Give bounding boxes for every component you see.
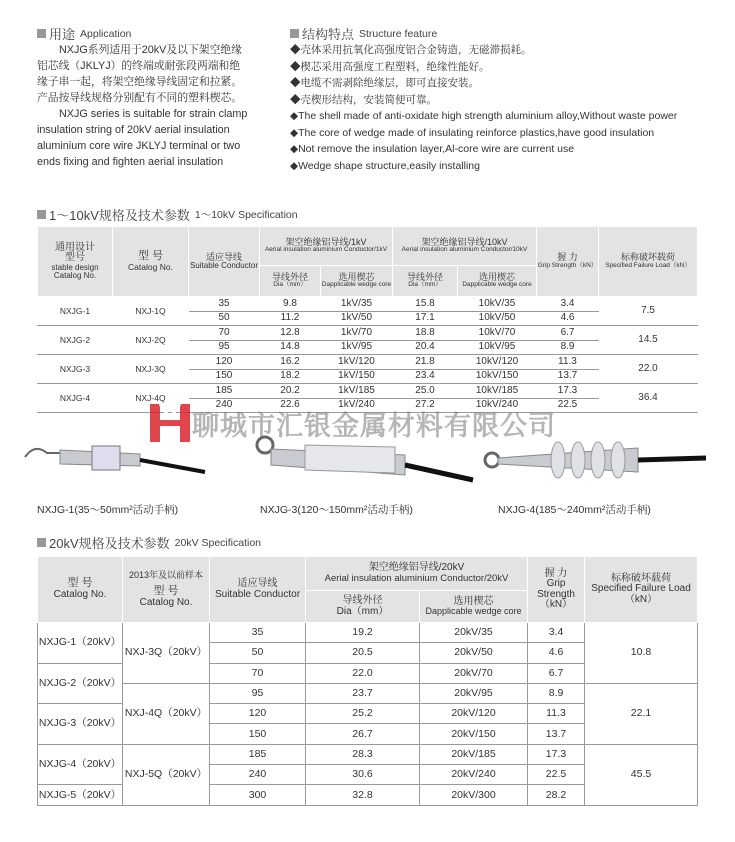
value-cell: 240 bbox=[210, 765, 306, 785]
value-cell: 18.8 bbox=[393, 326, 458, 341]
structure-heading bbox=[290, 24, 437, 43]
load-cell: 7.5 bbox=[599, 297, 698, 326]
application-line: insulation string of 20kV aerial insulation bbox=[37, 124, 230, 136]
catalog-cell: NXJ-1Q bbox=[113, 297, 189, 326]
value-cell: 25.2 bbox=[306, 704, 420, 724]
value-cell: 95 bbox=[210, 683, 306, 703]
design-cell: NXJG-4 bbox=[38, 384, 113, 413]
value-cell: 10kV/95 bbox=[458, 340, 537, 355]
header-design: 通用设计 型号 stable design Catalog No. bbox=[38, 227, 113, 297]
feature-item: ◆The shell made of anti-oxidate high strength aluminium alloy,Without waste power bbox=[290, 110, 678, 122]
value-cell: 13.7 bbox=[528, 724, 585, 744]
value-cell: 22.5 bbox=[528, 765, 585, 785]
value-cell: 16.2 bbox=[260, 355, 321, 370]
value-cell: 10kV/50 bbox=[458, 311, 537, 326]
header-core: 选用楔芯 Dapplicable wedge core bbox=[420, 591, 528, 623]
table-row bbox=[38, 297, 698, 312]
value-cell: 20.4 bbox=[393, 340, 458, 355]
value-cell: 185 bbox=[210, 744, 306, 764]
product-caption: NXJG-1(35～50mm²活动手柄) bbox=[37, 504, 179, 516]
spec1-heading bbox=[37, 205, 298, 224]
value-cell: 120 bbox=[189, 355, 260, 370]
product-caption: NXJG-4(185～240mm²活动手柄) bbox=[498, 504, 651, 516]
header-conductor: 适应导线 Suitable Conductor bbox=[210, 557, 306, 623]
feature-item: ◆电缆不需剥除绝缘层，即可直接安装。 bbox=[290, 77, 479, 89]
catalog-cell: NXJG-5（20kV） bbox=[38, 785, 123, 805]
header-load: 标称破坏载荷 Specified Failure Load（kN） bbox=[585, 557, 698, 623]
header-load: 标称破坏载荷 Specified Failure Load（kN） bbox=[599, 227, 698, 297]
value-cell: 18.2 bbox=[260, 369, 321, 384]
product-image-nxjg-1 bbox=[20, 432, 210, 482]
value-cell: 3.4 bbox=[528, 623, 585, 643]
feature-item: ◆壳楔形结构，安装简便可靠。 bbox=[290, 93, 437, 106]
table-row bbox=[38, 623, 698, 643]
value-cell: 300 bbox=[210, 785, 306, 805]
header-dia: 导线外径 Dia（mm） bbox=[306, 591, 420, 623]
value-cell: 25.0 bbox=[393, 384, 458, 399]
header-catalog: 型 号 Catalog No. bbox=[113, 227, 189, 297]
value-cell: 10kV/120 bbox=[458, 355, 537, 370]
value-cell: 20kV/35 bbox=[420, 623, 528, 643]
header-core-10kv: 选用楔芯 Dapplicable wedge core bbox=[458, 266, 537, 297]
product-image-nxjg-4 bbox=[478, 430, 708, 490]
value-cell: 20kV/70 bbox=[420, 663, 528, 683]
feature-item: ◆The core of wedge made of insulating reinforce plastics,have good insulation bbox=[290, 126, 655, 139]
application-line: 铝芯线（JKLYJ）的终端或耐张段两端和绝 bbox=[37, 60, 241, 72]
catalog-cell: NXJ-2Q bbox=[113, 326, 189, 355]
design-cell: NXJG-2 bbox=[38, 326, 113, 355]
load-cell: 22.1 bbox=[585, 683, 698, 744]
value-cell: 11.3 bbox=[537, 355, 599, 370]
value-cell: 22.0 bbox=[306, 663, 420, 683]
header-grip: 握 力 Grip Strength（kN） bbox=[537, 227, 599, 297]
value-cell: 4.6 bbox=[537, 311, 599, 326]
catalog-cell: NXJG-2（20kV） bbox=[38, 663, 123, 704]
feature-item: ◆Not remove the insulation layer,Al-core wire are current use bbox=[290, 143, 575, 155]
value-cell: 1kV/120 bbox=[321, 355, 393, 370]
value-cell: 50 bbox=[189, 311, 260, 326]
header-dia-1kv: 导线外径 Dia（mm） bbox=[260, 266, 321, 297]
value-cell: 22.5 bbox=[537, 398, 599, 413]
header-old-catalog: 2013年及以前样本 型 号 Catalog No. bbox=[123, 557, 210, 623]
value-cell: 70 bbox=[189, 326, 260, 341]
value-cell: 15.8 bbox=[393, 297, 458, 312]
load-cell: 22.0 bbox=[599, 355, 698, 384]
value-cell: 20.5 bbox=[306, 643, 420, 663]
heading-en: 20kV Specification bbox=[174, 536, 262, 549]
old-catalog-cell: NXJ-4Q（20kV） bbox=[123, 683, 210, 744]
value-cell: 17.3 bbox=[537, 384, 599, 399]
load-cell: 36.4 bbox=[599, 384, 698, 413]
watermark-text: 聊城市汇银金属材料有限公司 bbox=[192, 410, 556, 441]
value-cell: 8.9 bbox=[528, 683, 585, 703]
catalog-cell: NXJ-4Q bbox=[113, 384, 189, 413]
application-line: 产品按导线规格分别配有不同的塑料楔芯。 bbox=[37, 92, 243, 104]
application-text bbox=[37, 42, 287, 170]
table-row bbox=[38, 355, 698, 370]
load-cell: 10.8 bbox=[585, 623, 698, 684]
value-cell: 22.6 bbox=[260, 398, 321, 413]
value-cell: 1kV/70 bbox=[321, 326, 393, 341]
value-cell: 20kV/150 bbox=[420, 724, 528, 744]
application-line: aluminium core wire JKLYJ terminal or two bbox=[37, 140, 241, 152]
value-cell: 32.8 bbox=[306, 785, 420, 805]
feature-item: ◆楔芯采用高强度工程塑料，绝缘性能好。 bbox=[290, 60, 490, 73]
value-cell: 70 bbox=[210, 663, 306, 683]
value-cell: 185 bbox=[189, 384, 260, 399]
value-cell: 12.8 bbox=[260, 326, 321, 341]
feature-item: ◆壳体采用抗氧化高强度铝合金铸造，无磁滞损耗。 bbox=[290, 44, 532, 56]
value-cell: 19.2 bbox=[306, 623, 420, 643]
structure-features bbox=[290, 42, 730, 174]
value-cell: 20kV/185 bbox=[420, 744, 528, 764]
value-cell: 1kV/35 bbox=[321, 297, 393, 312]
value-cell: 20kV/50 bbox=[420, 643, 528, 663]
value-cell: 4.6 bbox=[528, 643, 585, 663]
old-catalog-cell: NXJ-3Q（20kV） bbox=[123, 623, 210, 684]
value-cell: 1kV/50 bbox=[321, 311, 393, 326]
header-10kv: 架空绝缘铝导线/10kV Aerial insulation aluminium Conductor/10kV bbox=[393, 227, 537, 266]
value-cell: 6.7 bbox=[537, 326, 599, 341]
value-cell: 9.8 bbox=[260, 297, 321, 312]
value-cell: 10kV/35 bbox=[458, 297, 537, 312]
value-cell: 11.2 bbox=[260, 311, 321, 326]
value-cell: 20kV/300 bbox=[420, 785, 528, 805]
spec2-table bbox=[37, 556, 698, 806]
catalog-cell: NXJ-3Q bbox=[113, 355, 189, 384]
value-cell: 1kV/240 bbox=[321, 398, 393, 413]
value-cell: 120 bbox=[210, 704, 306, 724]
value-cell: 10kV/185 bbox=[458, 384, 537, 399]
heading-cn: 结构特点 bbox=[302, 27, 355, 42]
value-cell: 1kV/150 bbox=[321, 369, 393, 384]
heading-en: Application bbox=[80, 27, 132, 40]
value-cell: 17.1 bbox=[393, 311, 458, 326]
spec2-heading bbox=[37, 533, 261, 552]
header-grip: 握 力 Grip Strength（kN） bbox=[528, 557, 585, 623]
value-cell: 30.6 bbox=[306, 765, 420, 785]
spec1-table bbox=[37, 226, 698, 413]
catalog-cell: NXJG-1（20kV） bbox=[38, 623, 123, 664]
value-cell: 10kV/240 bbox=[458, 398, 537, 413]
feature-item: ◆Wedge shape structure,easily installing bbox=[290, 159, 480, 172]
value-cell: 95 bbox=[189, 340, 260, 355]
value-cell: 21.8 bbox=[393, 355, 458, 370]
catalog-cell: NXJG-4（20kV） bbox=[38, 744, 123, 785]
application-line: ends fixing and fighten aerial insulation bbox=[37, 156, 224, 168]
value-cell: 28.2 bbox=[528, 785, 585, 805]
application-line: NXJG series is suitable for strain clamp bbox=[59, 108, 248, 120]
table-row bbox=[38, 744, 698, 764]
value-cell: 6.7 bbox=[528, 663, 585, 683]
header-core-1kv: 选用楔芯 Dapplicable wedge core bbox=[321, 266, 393, 297]
value-cell: 10kV/150 bbox=[458, 369, 537, 384]
table-row bbox=[38, 384, 698, 399]
value-cell: 26.7 bbox=[306, 724, 420, 744]
heading-en: Structure feature bbox=[359, 27, 438, 40]
value-cell: 1kV/95 bbox=[321, 340, 393, 355]
application-line: NXJG系列适用于20kV及以下架空绝缘 bbox=[59, 44, 242, 56]
value-cell: 10kV/70 bbox=[458, 326, 537, 341]
table-row bbox=[38, 326, 698, 341]
design-cell: NXJG-3 bbox=[38, 355, 113, 384]
value-cell: 14.8 bbox=[260, 340, 321, 355]
old-catalog-cell: NXJ-5Q（20kV） bbox=[123, 744, 210, 805]
value-cell: 11.3 bbox=[528, 704, 585, 724]
value-cell: 1kV/185 bbox=[321, 384, 393, 399]
load-cell: 45.5 bbox=[585, 744, 698, 805]
header-catalog: 型 号 Catalog No. bbox=[38, 557, 123, 623]
value-cell: 240 bbox=[189, 398, 260, 413]
value-cell: 20.2 bbox=[260, 384, 321, 399]
value-cell: 27.2 bbox=[393, 398, 458, 413]
catalog-cell: NXJG-3（20kV） bbox=[38, 704, 123, 745]
value-cell: 23.7 bbox=[306, 683, 420, 703]
value-cell: 35 bbox=[210, 623, 306, 643]
heading-cn: 20kV规格及技术参数 bbox=[49, 536, 170, 551]
value-cell: 23.4 bbox=[393, 369, 458, 384]
value-cell: 35 bbox=[189, 297, 260, 312]
product-caption: NXJG-3(120～150mm²活动手柄) bbox=[260, 504, 413, 516]
heading-en: 1～10kV Specification bbox=[194, 209, 298, 221]
design-cell: NXJG-1 bbox=[38, 297, 113, 326]
value-cell: 28.3 bbox=[306, 744, 420, 764]
value-cell: 50 bbox=[210, 643, 306, 663]
value-cell: 13.7 bbox=[537, 369, 599, 384]
header-1kv: 架空绝缘铝导线/1kV Aerial insulation aluminium Conductor/1kV bbox=[260, 227, 393, 266]
product-image-nxjg-3 bbox=[245, 425, 475, 495]
header-conductor: 适应导线 Suitable Conductor bbox=[189, 227, 260, 297]
value-cell: 17.3 bbox=[528, 744, 585, 764]
application-heading bbox=[37, 24, 131, 43]
value-cell: 3.4 bbox=[537, 297, 599, 312]
value-cell: 150 bbox=[210, 724, 306, 744]
header-dia-10kv: 导线外径 Dia（mm） bbox=[393, 266, 458, 297]
value-cell: 8.9 bbox=[537, 340, 599, 355]
heading-cn: 1～10kV规格及技术参数 bbox=[49, 208, 190, 223]
heading-cn: 用途 bbox=[49, 27, 76, 42]
value-cell: 20kV/95 bbox=[420, 683, 528, 703]
table-row bbox=[38, 683, 698, 703]
value-cell: 20kV/240 bbox=[420, 765, 528, 785]
header-20kv: 架空绝缘铝导线/20kV Aerial insulation aluminium Conductor/20kV bbox=[306, 557, 528, 591]
application-line: 缘子串一起，将架空绝缘导线固定和拉紧。 bbox=[37, 76, 243, 88]
value-cell: 150 bbox=[189, 369, 260, 384]
load-cell: 14.5 bbox=[599, 326, 698, 355]
value-cell: 20kV/120 bbox=[420, 704, 528, 724]
